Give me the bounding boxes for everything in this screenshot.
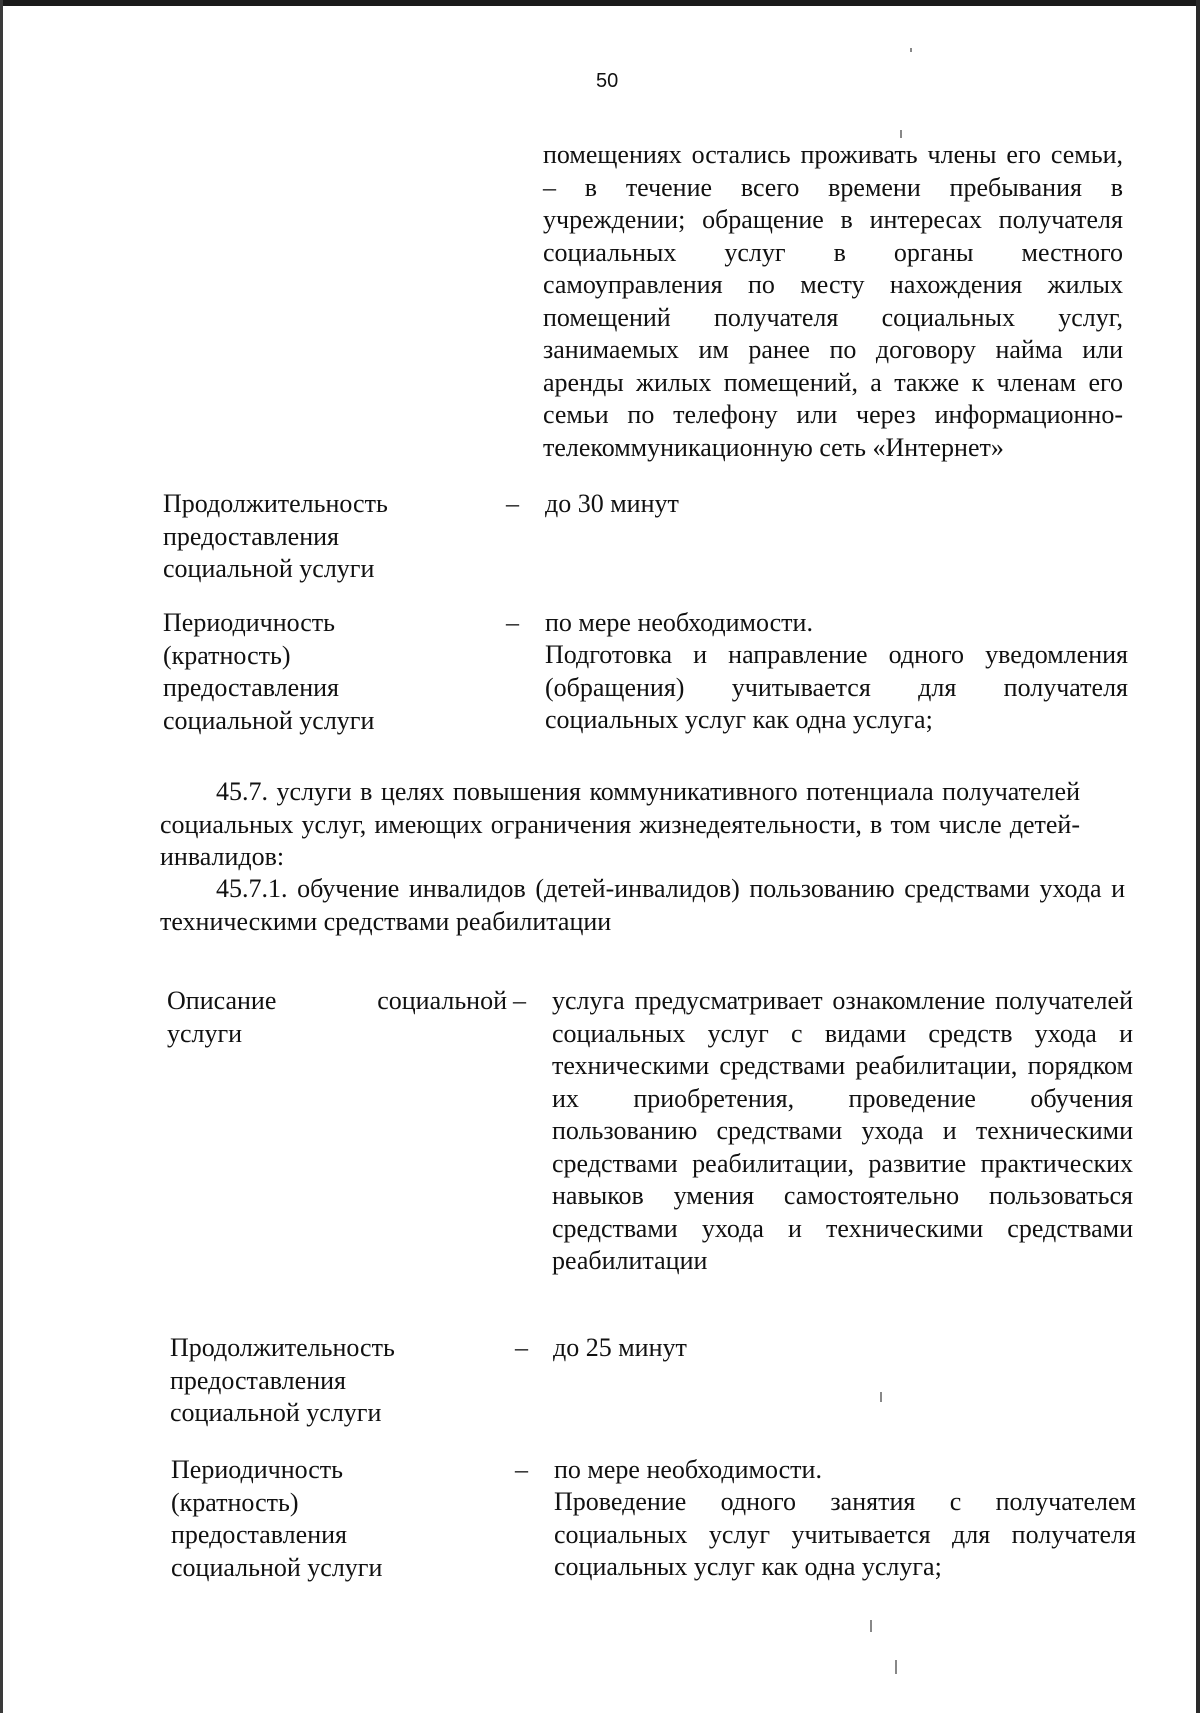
continuation-text: помещениях остались проживать члены его семьи, – в течение всего времени пребывания в учреждении; обращение в интересах получателя социальных услуг в органы местного самоуправления по месту нахождения жилых помещений получателя социальных услуг, занимаемых им ранее по договору найма или аренды жилых помещений, а также к членам его семьи по телефону или через информационно-телекоммуникационную сеть «Интернет» [543,140,1123,462]
scan-speck [870,1620,872,1632]
duration-value-2: до 25 минут [553,1333,687,1362]
scan-speck [910,48,912,52]
page-number: 50 [596,70,619,92]
duration-label-2: Продолжительность предоставления социальной услуги [170,1333,395,1427]
duration-label: Продолжительность предоставления социальной услуги [163,489,388,583]
scan-border-left [0,0,3,1713]
periodicity-dash: – [506,608,519,637]
periodicity-value-2-line1: по мере необходимости. [554,1455,822,1484]
clause-45-7-1: 45.7.1. обучение инвалидов (детей-инвалидов) пользованию средствами ухода и техническими средствами реабилитации [160,874,1125,936]
description-label [167,985,507,1018]
description-label-word2: социальной [377,986,507,1015]
description-dash: – [513,986,526,1015]
duration-dash: – [506,489,519,518]
scan-border-right [1196,0,1200,1713]
description-label-word1: Описание [167,986,277,1015]
periodicity-label-2: Периодичность (кратность) предоставления социальной услуги [171,1455,383,1582]
periodicity-dash-2: – [515,1455,528,1484]
periodicity-value-line1: по мере необходимости. [545,608,813,637]
scan-speck [900,130,902,138]
duration-value: до 30 минут [545,489,679,518]
scan-speck [880,1392,882,1402]
periodicity-value-2-note: Проведение одного занятия с получателем социальных услуг учитывается для получателя социальных услуг как одна услуга; [554,1487,1136,1581]
scan-speck [895,1660,897,1674]
duration-dash-2: – [515,1333,528,1362]
scan-border-top [0,0,1200,6]
description-label-line2: услуги [167,1019,243,1048]
periodicity-label: Периодичность (кратность) предоставления социальной услуги [163,608,375,735]
description-value: услуга предусматривает ознакомление получателей социальных услуг с видами средств ухода и техническими средствами реабилитации, порядком их приобретения, проведение обучения пользованию средствами ухода и техническими средствами реабилитации, развитие практических навыков умения самостоятельно пользоваться средствами ухода и техническими средствами реабилитации [552,986,1133,1275]
periodicity-value-note: Подготовка и направление одного уведомления (обращения) учитывается для получателя социальных услуг как одна услуга; [545,640,1128,734]
clause-45-7: 45.7. услуги в целях повышения коммуникативного потенциала получателей социальных услуг, имеющих ограничения жизнедеятельности, в том числе детей-инвалидов: [160,777,1080,871]
